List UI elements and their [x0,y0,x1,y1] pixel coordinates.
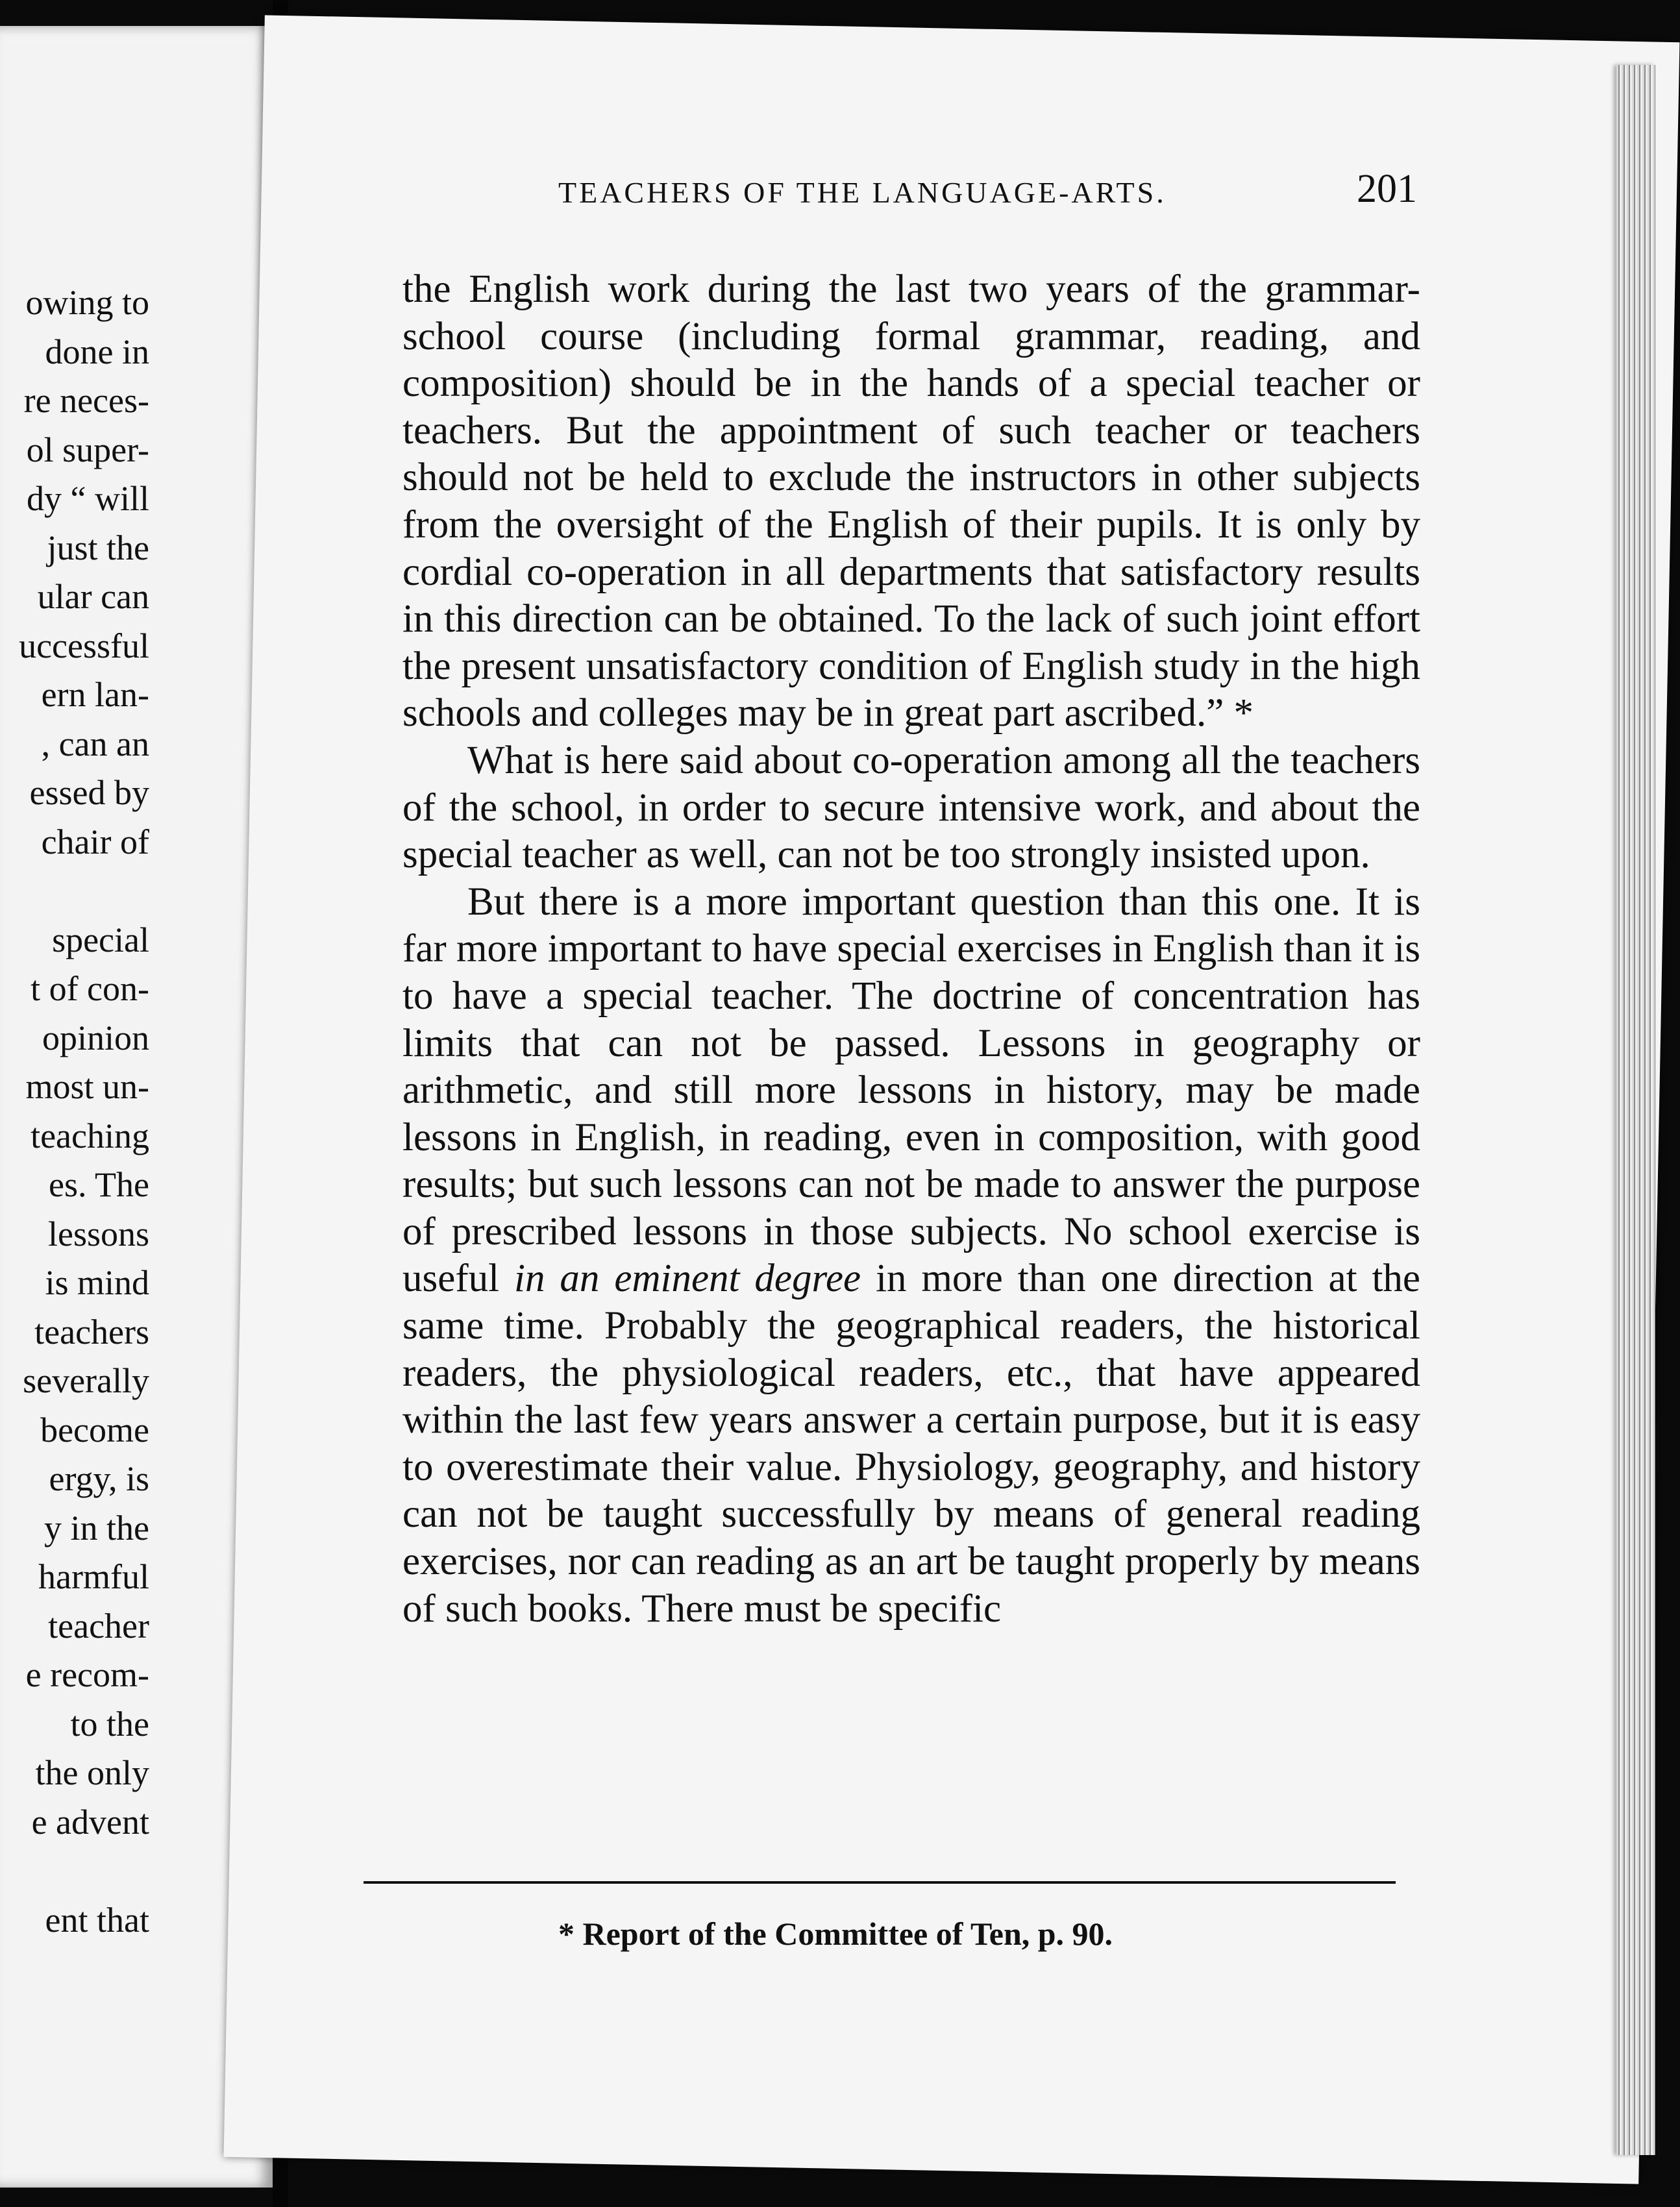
left-page-line: teacher [48,1606,149,1646]
left-page-line: is mind [45,1263,149,1302]
page-edges [1616,65,1655,2155]
body-text [402,266,1420,1633]
left-page-line: ol super- [26,430,149,469]
left-page-line: teaching [31,1116,149,1155]
left-page-line: e recom- [25,1655,149,1694]
running-head: TEACHERS OF THE LANGUAGE-ARTS. [558,176,1167,209]
left-page-line: re neces- [23,381,149,420]
left-page-line: opinion [42,1018,149,1057]
left-page-line: special [52,920,149,959]
left-page-line: , can an [41,724,149,763]
left-page-line: lessons [47,1214,149,1253]
left-page-line: ent that [45,1900,149,1940]
left-page-line: t of con- [31,969,149,1008]
left-page-line: chair of [41,822,149,861]
left-page-line: y in the [44,1508,149,1547]
page-header [318,149,1422,214]
paragraph-text: in more than one direction at the same time. Probably the geographical readers, the historical readers, the physiological readers, etc., that have appeared within the last few years answer a certain purpose, but it is easy to overestimate their value. Physiology, geography, and history can not be taught successfully by means of general reading exercises, nor can reading as an art be taught properly by means of such books. There must be specific [402,1257,1421,1631]
paragraph: the English work during the last two years of the grammar-school course (including formal grammar, reading, and composition) should be in the hands of a special teacher or teachers. But the appointment of such teacher or teachers should not be held to exclude the instructors in other subjects from the oversight of the English of their pupils. It is only by cordial co-operation in all departments that satisfactory results in this direction can be obtained. To the lack of such joint effort the present unsatisfactory condition of English study in the high schools and colleges may be in great part ascribed.” * [402,267,1420,735]
left-page-line: e advent [31,1802,149,1842]
left-page-line: essed by [29,773,149,812]
left-page-line: ern lan- [41,675,149,714]
paragraph: What is here said about co-operation among all the teachers of the school, in order to secure intensive work, and about the special teacher as well, can not be too strongly insisted upon. [402,738,1420,877]
left-page-line: ular can [37,577,149,616]
page-number: 201 [1357,167,1417,211]
paragraph-text: But there is a more important question than this one. It is far more important to have special exercises in English than it is to have a special teacher. The doctrine of concentration has limits that can not be passed. Lessons in geography or arithmetic, and still more lessons in history, may be made lessons in English, in reading, even in composition, with good results; but such lessons can not be made to answer the purpose of prescribed lessons in those subjects. No school exercise is useful [402,880,1420,1301]
left-page-line: most un- [25,1067,149,1106]
left-page-line: harmful [38,1557,149,1596]
left-page-line: become [40,1410,149,1449]
paragraph [402,879,1420,1633]
left-page-line: to the [70,1704,149,1744]
left-page-line: the only [35,1753,149,1792]
left-page-line: severally [23,1361,149,1400]
left-page-line: dy “ will [27,479,149,518]
left-page-line: uccessful [19,626,149,665]
footnote-rule [364,1881,1396,1884]
left-page-line: teachers [34,1312,149,1351]
italic-phrase: in an eminent degree [514,1257,861,1301]
left-page-line: just the [47,528,149,567]
footnote: * Report of the Committee of Ten, p. 90. [558,1916,1113,1952]
left-page-line: ergy, is [49,1459,149,1498]
left-page-line: owing to [25,283,149,322]
left-page-line: es. The [49,1165,149,1204]
left-page-line: done in [45,332,149,371]
